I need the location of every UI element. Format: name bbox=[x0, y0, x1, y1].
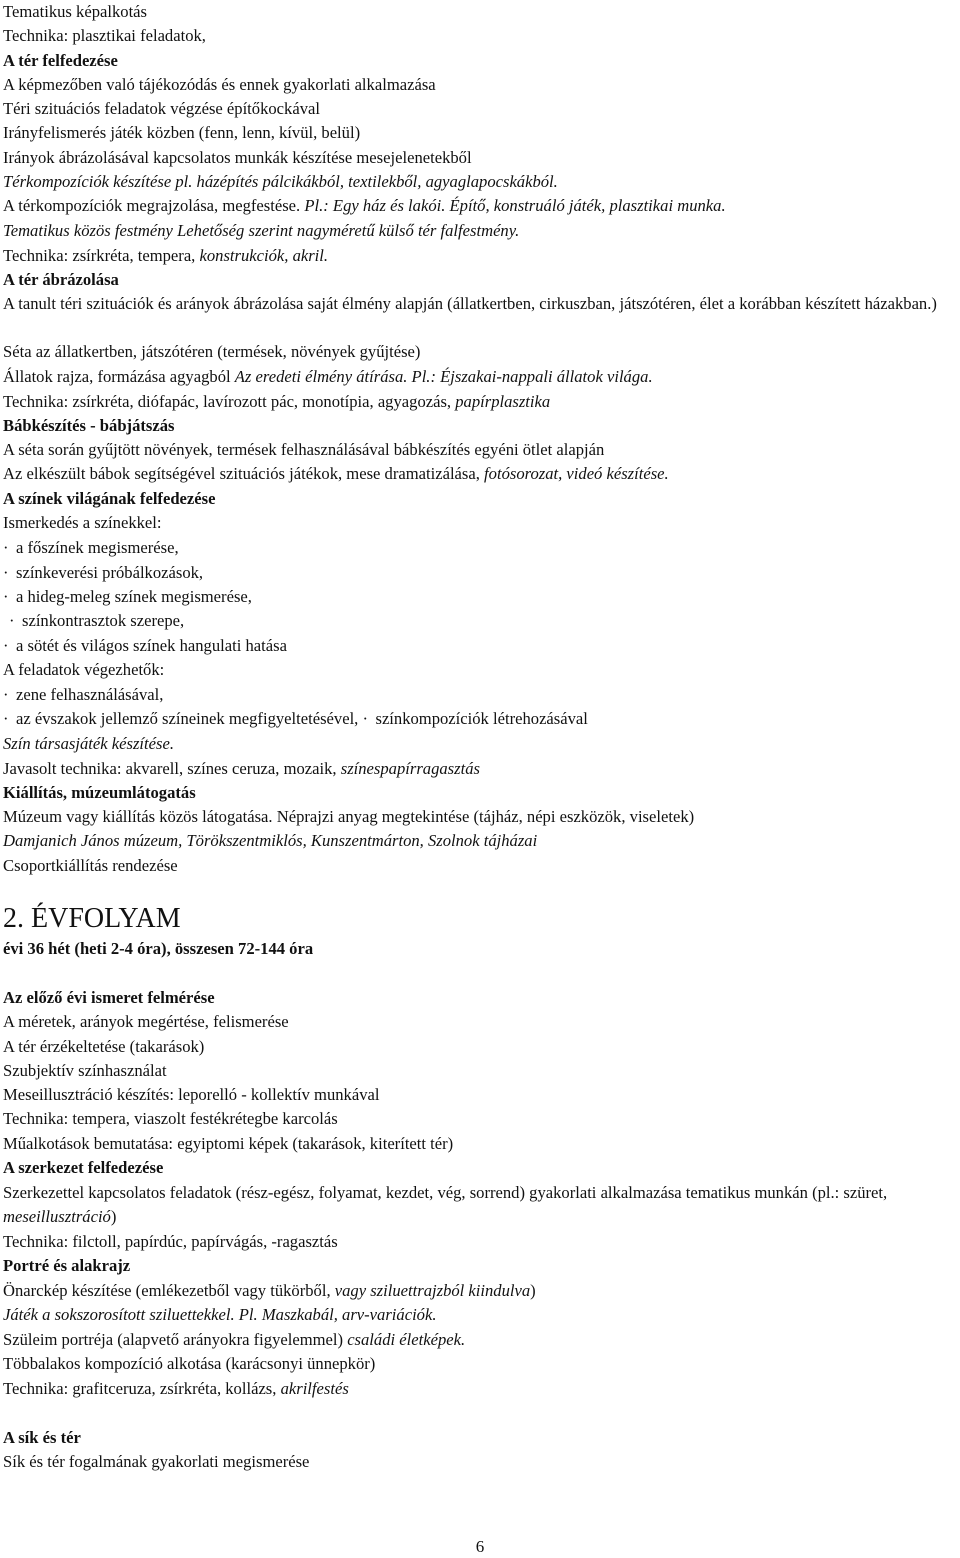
text-line bbox=[3, 1254, 959, 1278]
heading-text: Kiállítás, múzeumlátogatás bbox=[3, 783, 196, 802]
text-line bbox=[3, 268, 959, 292]
text-line bbox=[3, 1083, 959, 1107]
text-line bbox=[3, 170, 959, 194]
text-line bbox=[3, 1303, 959, 1327]
text-line bbox=[3, 438, 959, 462]
text-run: fotósorozat, videó készítése. bbox=[484, 464, 669, 483]
text-line bbox=[3, 1035, 959, 1059]
text-run: ) bbox=[530, 1281, 536, 1300]
text-run: Pl.: Egy ház és lakói. Építő, konstruáló játék, plasztikai munka. bbox=[304, 196, 726, 215]
text-run: Tematikus közös festmény Lehetőség szerint nagyméretű külső tér falfestmény. bbox=[3, 221, 520, 240]
text-run: színkompozíciók létrehozásával bbox=[375, 709, 588, 728]
text-line bbox=[3, 658, 959, 682]
text-line bbox=[3, 292, 959, 316]
text-line bbox=[3, 1328, 959, 1352]
text-run: Meseillusztráció készítés: leporelló - kollektív munkával bbox=[3, 1085, 380, 1104]
text-line bbox=[3, 414, 959, 438]
text-line bbox=[3, 390, 959, 414]
text-line bbox=[3, 340, 959, 364]
text-line bbox=[3, 146, 959, 170]
text-line bbox=[3, 757, 959, 781]
bullet-line bbox=[3, 585, 959, 609]
text-run: Önarckép készítése (emlékezetből vagy tükörből, bbox=[3, 1281, 335, 1300]
text-line bbox=[3, 805, 959, 829]
text-line bbox=[3, 1107, 959, 1131]
heading-text: A szerkezet felfedezése bbox=[3, 1158, 164, 1177]
text-run: Szerkezettel kapcsolatos feladatok (rész-egész, folyamat, kezdet, vég, sorrend) gyakorlati alkalmazása tematikus munkán (pl.: szüret, bbox=[3, 1183, 888, 1202]
text-line bbox=[3, 219, 959, 243]
text-line bbox=[3, 1230, 959, 1254]
text-run: Ismerkedés a színekkel: bbox=[3, 513, 162, 532]
text-run: Múzeum vagy kiállítás közös látogatása. Néprajzi anyag megtekintése (tájház, népi eszközök, viseletek) bbox=[3, 807, 695, 826]
heading-text: Portré és alakrajz bbox=[3, 1256, 131, 1275]
text-run: színkeverési próbálkozások, bbox=[16, 563, 204, 582]
text-run: A tanult téri szituációk és arányok ábrázolása saját élmény alapján (állatkertben, cirkuszban, játszótéren, élet a korábban készített házakban.) bbox=[3, 294, 937, 313]
text-line bbox=[3, 732, 959, 756]
text-run: Az eredeti élmény átírása. Pl.: Éjszakai-nappali állatok világa. bbox=[234, 367, 653, 386]
text-run: meseillusztráció bbox=[3, 1207, 111, 1226]
text-line bbox=[3, 121, 959, 145]
text-line bbox=[3, 1426, 959, 1450]
text-run: Technika: grafitceruza, zsírkréta, kollázs, bbox=[3, 1379, 281, 1398]
text-line bbox=[3, 1181, 959, 1229]
bullet-line bbox=[3, 634, 959, 658]
text-line bbox=[3, 97, 959, 121]
text-run: Állatok rajza, formázása agyagból bbox=[3, 367, 235, 386]
heading-text: A tér felfedezése bbox=[3, 51, 118, 70]
text-line bbox=[3, 986, 959, 1010]
text-line bbox=[3, 937, 959, 961]
text-line bbox=[3, 1059, 959, 1083]
text-run: Technika: plasztikai feladatok, bbox=[3, 26, 206, 45]
text-run: Technika: zsírkréta, diófapác, lavírozott pác, monotípia, agyagozás, bbox=[3, 392, 456, 411]
text-run: Sík és tér fogalmának gyakorlati megismerése bbox=[3, 1452, 310, 1471]
bullet-line bbox=[3, 561, 959, 585]
text-run: Szubjektív színhasználat bbox=[3, 1061, 167, 1080]
text-line bbox=[3, 781, 959, 805]
text-line bbox=[3, 365, 959, 389]
text-run: Szín társasjáték készítése. bbox=[3, 734, 174, 753]
heading-text: évi 36 hét (heti 2-4 óra), összesen 72-144 óra bbox=[3, 939, 314, 958]
text-line bbox=[3, 462, 959, 486]
bullet-dot: · bbox=[362, 709, 369, 728]
bullet-dot: · bbox=[3, 538, 9, 557]
bullet-dot: · bbox=[3, 636, 9, 655]
text-run: Térkompozíciók készítése pl. házépítés pálcikákból, textilekből, agyaglapocskákból. bbox=[3, 172, 558, 191]
text-run: Séta az állatkertben, játszótéren (termések, növények gyűjtése) bbox=[3, 342, 421, 361]
bullet-dot: · bbox=[9, 611, 15, 630]
text-run: A képmezőben való tájékozódás és ennek gyakorlati alkalmazása bbox=[3, 75, 436, 94]
text-run: konstrukciók, akril. bbox=[199, 246, 329, 265]
text-line bbox=[3, 854, 959, 878]
text-run: Az elkészült bábok segítségével szituációs játékok, mese dramatizálása, bbox=[3, 464, 485, 483]
text-run: vagy sziluettrajzból kiindulva bbox=[334, 1281, 531, 1300]
text-line bbox=[3, 487, 959, 511]
text-run: Műalkotások bemutatása: egyiptomi képek (takarások, kiterített tér) bbox=[3, 1134, 454, 1153]
text-run: Többalakos kompozíció alkotása (karácsonyi ünnepkör) bbox=[3, 1354, 376, 1373]
text-run: A séta során gyűjtött növények, termések felhasználásával bábkészítés egyéni ötlet alapján bbox=[3, 440, 605, 459]
bullet-line bbox=[3, 609, 960, 633]
bullet-dot: · bbox=[3, 709, 9, 728]
bullet-dot: · bbox=[3, 685, 9, 704]
text-run: Irányok ábrázolásával kapcsolatos munkák készítése mesejelenetekből bbox=[3, 148, 472, 167]
text-line bbox=[3, 902, 959, 936]
text-run: a hideg-meleg színek megismerése, bbox=[16, 587, 252, 606]
text-run: Szüleim portréja (alapvető arányokra figyelemmel) bbox=[3, 1330, 348, 1349]
text-run: A térkompozíciók megrajzolása, megfestése. bbox=[3, 196, 305, 215]
text-run: Játék a sokszorosított sziluettekkel. Pl. Maszkabál, arv-variációk. bbox=[3, 1305, 437, 1324]
text-run: a sötét és világos színek hangulati hatása bbox=[16, 636, 287, 655]
text-run: A feladatok végezhetők: bbox=[3, 660, 165, 679]
bullet-line bbox=[3, 683, 959, 707]
text-line bbox=[3, 1156, 959, 1180]
text-run: Damjanich János múzeum, Törökszentmiklós, Kunszentmárton, Szolnok tájházai bbox=[3, 831, 538, 850]
text-line bbox=[3, 194, 959, 218]
bullet-dot: · bbox=[3, 563, 9, 582]
text-line bbox=[3, 829, 959, 853]
text-run: A tér érzékeltetése (takarások) bbox=[3, 1037, 205, 1056]
text-run: Technika: tempera, viaszolt festékrétegbe karcolás bbox=[3, 1109, 338, 1128]
heading-text: Az előző évi ismeret felmérése bbox=[3, 988, 215, 1007]
section-title: 2. ÉVFOLYAM bbox=[3, 903, 181, 934]
text-line bbox=[3, 24, 959, 48]
page-number: 6 bbox=[475, 1537, 485, 1556]
text-line bbox=[3, 1450, 959, 1474]
text-line bbox=[3, 244, 959, 268]
bullet-line bbox=[3, 536, 959, 560]
text-run: A méretek, arányok megértése, felismerése bbox=[3, 1012, 289, 1031]
bullet-line bbox=[3, 707, 959, 731]
text-run: akrilfestés bbox=[280, 1379, 349, 1398]
text-run: Csoportkiállítás rendezése bbox=[3, 856, 178, 875]
text-run: ) bbox=[110, 1207, 117, 1226]
heading-text: A sík és tér bbox=[3, 1428, 81, 1447]
text-line bbox=[3, 1132, 959, 1156]
text-line bbox=[3, 0, 959, 24]
text-run: az évszakok jellemző színeinek megfigyeltetésével, bbox=[16, 709, 363, 728]
text-line bbox=[3, 1377, 959, 1401]
text-run: papírplasztika bbox=[455, 392, 551, 411]
text-line bbox=[3, 1279, 959, 1303]
text-run: Tematikus képalkotás bbox=[3, 2, 147, 21]
text-run: színespapírragasztás bbox=[340, 759, 480, 778]
text-run: Technika: zsírkréta, tempera, bbox=[3, 246, 200, 265]
text-line bbox=[3, 1352, 959, 1376]
heading-text: A színek világának felfedezése bbox=[3, 489, 216, 508]
text-run: a főszínek megismerése, bbox=[16, 538, 179, 557]
text-run: színkontrasztok szerepe, bbox=[22, 611, 185, 630]
text-line bbox=[3, 49, 959, 73]
text-run: Technika: filctoll, papírdúc, papírvágás, -ragasztás bbox=[3, 1232, 338, 1251]
text-run: Irányfelismerés játék közben (fenn, lenn, kívül, belül) bbox=[3, 123, 361, 142]
text-line bbox=[3, 1010, 959, 1034]
heading-text: A tér ábrázolása bbox=[3, 270, 119, 289]
text-run: Javasolt technika: akvarell, színes ceruza, mozaik, bbox=[3, 759, 341, 778]
heading-text: Bábkészítés - bábjátszás bbox=[3, 416, 175, 435]
text-run: Téri szituációs feladatok végzése építőkockával bbox=[3, 99, 320, 118]
bullet-dot: · bbox=[3, 587, 9, 606]
text-line bbox=[3, 73, 959, 97]
text-line bbox=[3, 511, 959, 535]
text-run: családi életképek. bbox=[347, 1330, 466, 1349]
text-run: zene felhasználásával, bbox=[16, 685, 164, 704]
